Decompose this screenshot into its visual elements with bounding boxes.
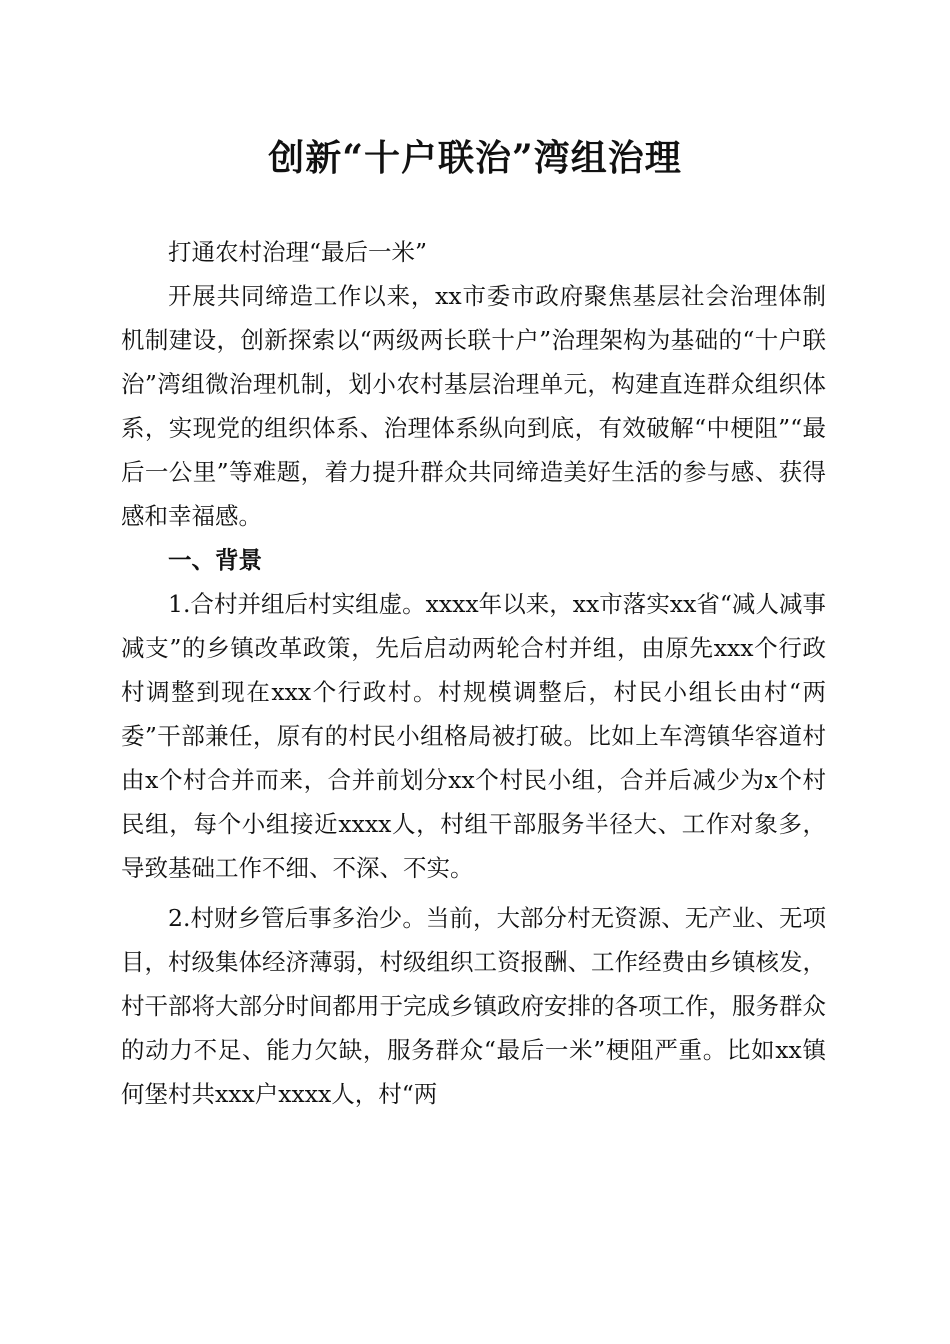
paragraph-merged-villages: 1.合村并组后村实组虚。xxxx年以来，xx市落实xx省“减人减事减支”的乡镇改革政策，先后启动两轮合村并组，由原先xxx个行政村调整到现在xxx个行政村。村规模调整后，村民小组长由村“两委”干部兼任，原有的村民小组格局被打破。比如上车湾镇华容道村由x个村合并而来，合并前划分xx个村民小组，合并后减少为x个村民组，每个小组接近xxxx人，村组干部服务半径大、工作对象多，导致基础工作不细、不深、不实。 (121, 590, 826, 882)
document-title: 创新“十户联治”湾组治理 (268, 137, 682, 179)
paragraph-village-finance: 2.村财乡管后事多治少。当前，大部分村无资源、无产业、无项目，村级集体经济薄弱，村级组织工资报酬、工作经费由乡镇核发，村干部将大部分时间都用于完成乡镇政府安排的各项工作，服务群众的动力不足、能力欠缺，服务群众“最后一米”梗阻严重。比如xx镇何堡村共xxx户xxxx人，村“两 (121, 904, 826, 1108)
document-body (121, 230, 826, 1116)
subtitle-paragraph: 打通农村治理“最后一米” (168, 238, 428, 266)
section-heading-background: 一、背景 (168, 546, 262, 574)
intro-paragraph: 开展共同缔造工作以来，xx市委市政府聚焦基层社会治理体制机制建设，创新探索以“两级两长联十户”治理架构为基础的“十户联治”湾组微治理机制，划小农村基层治理单元，构建直连群众组织体系，实现党的组织体系、治理体系纵向到底，有效破解“中梗阻”“最后一公里”等难题，着力提升群众共同缔造美好生活的参与感、获得感和幸福感。 (121, 282, 826, 530)
